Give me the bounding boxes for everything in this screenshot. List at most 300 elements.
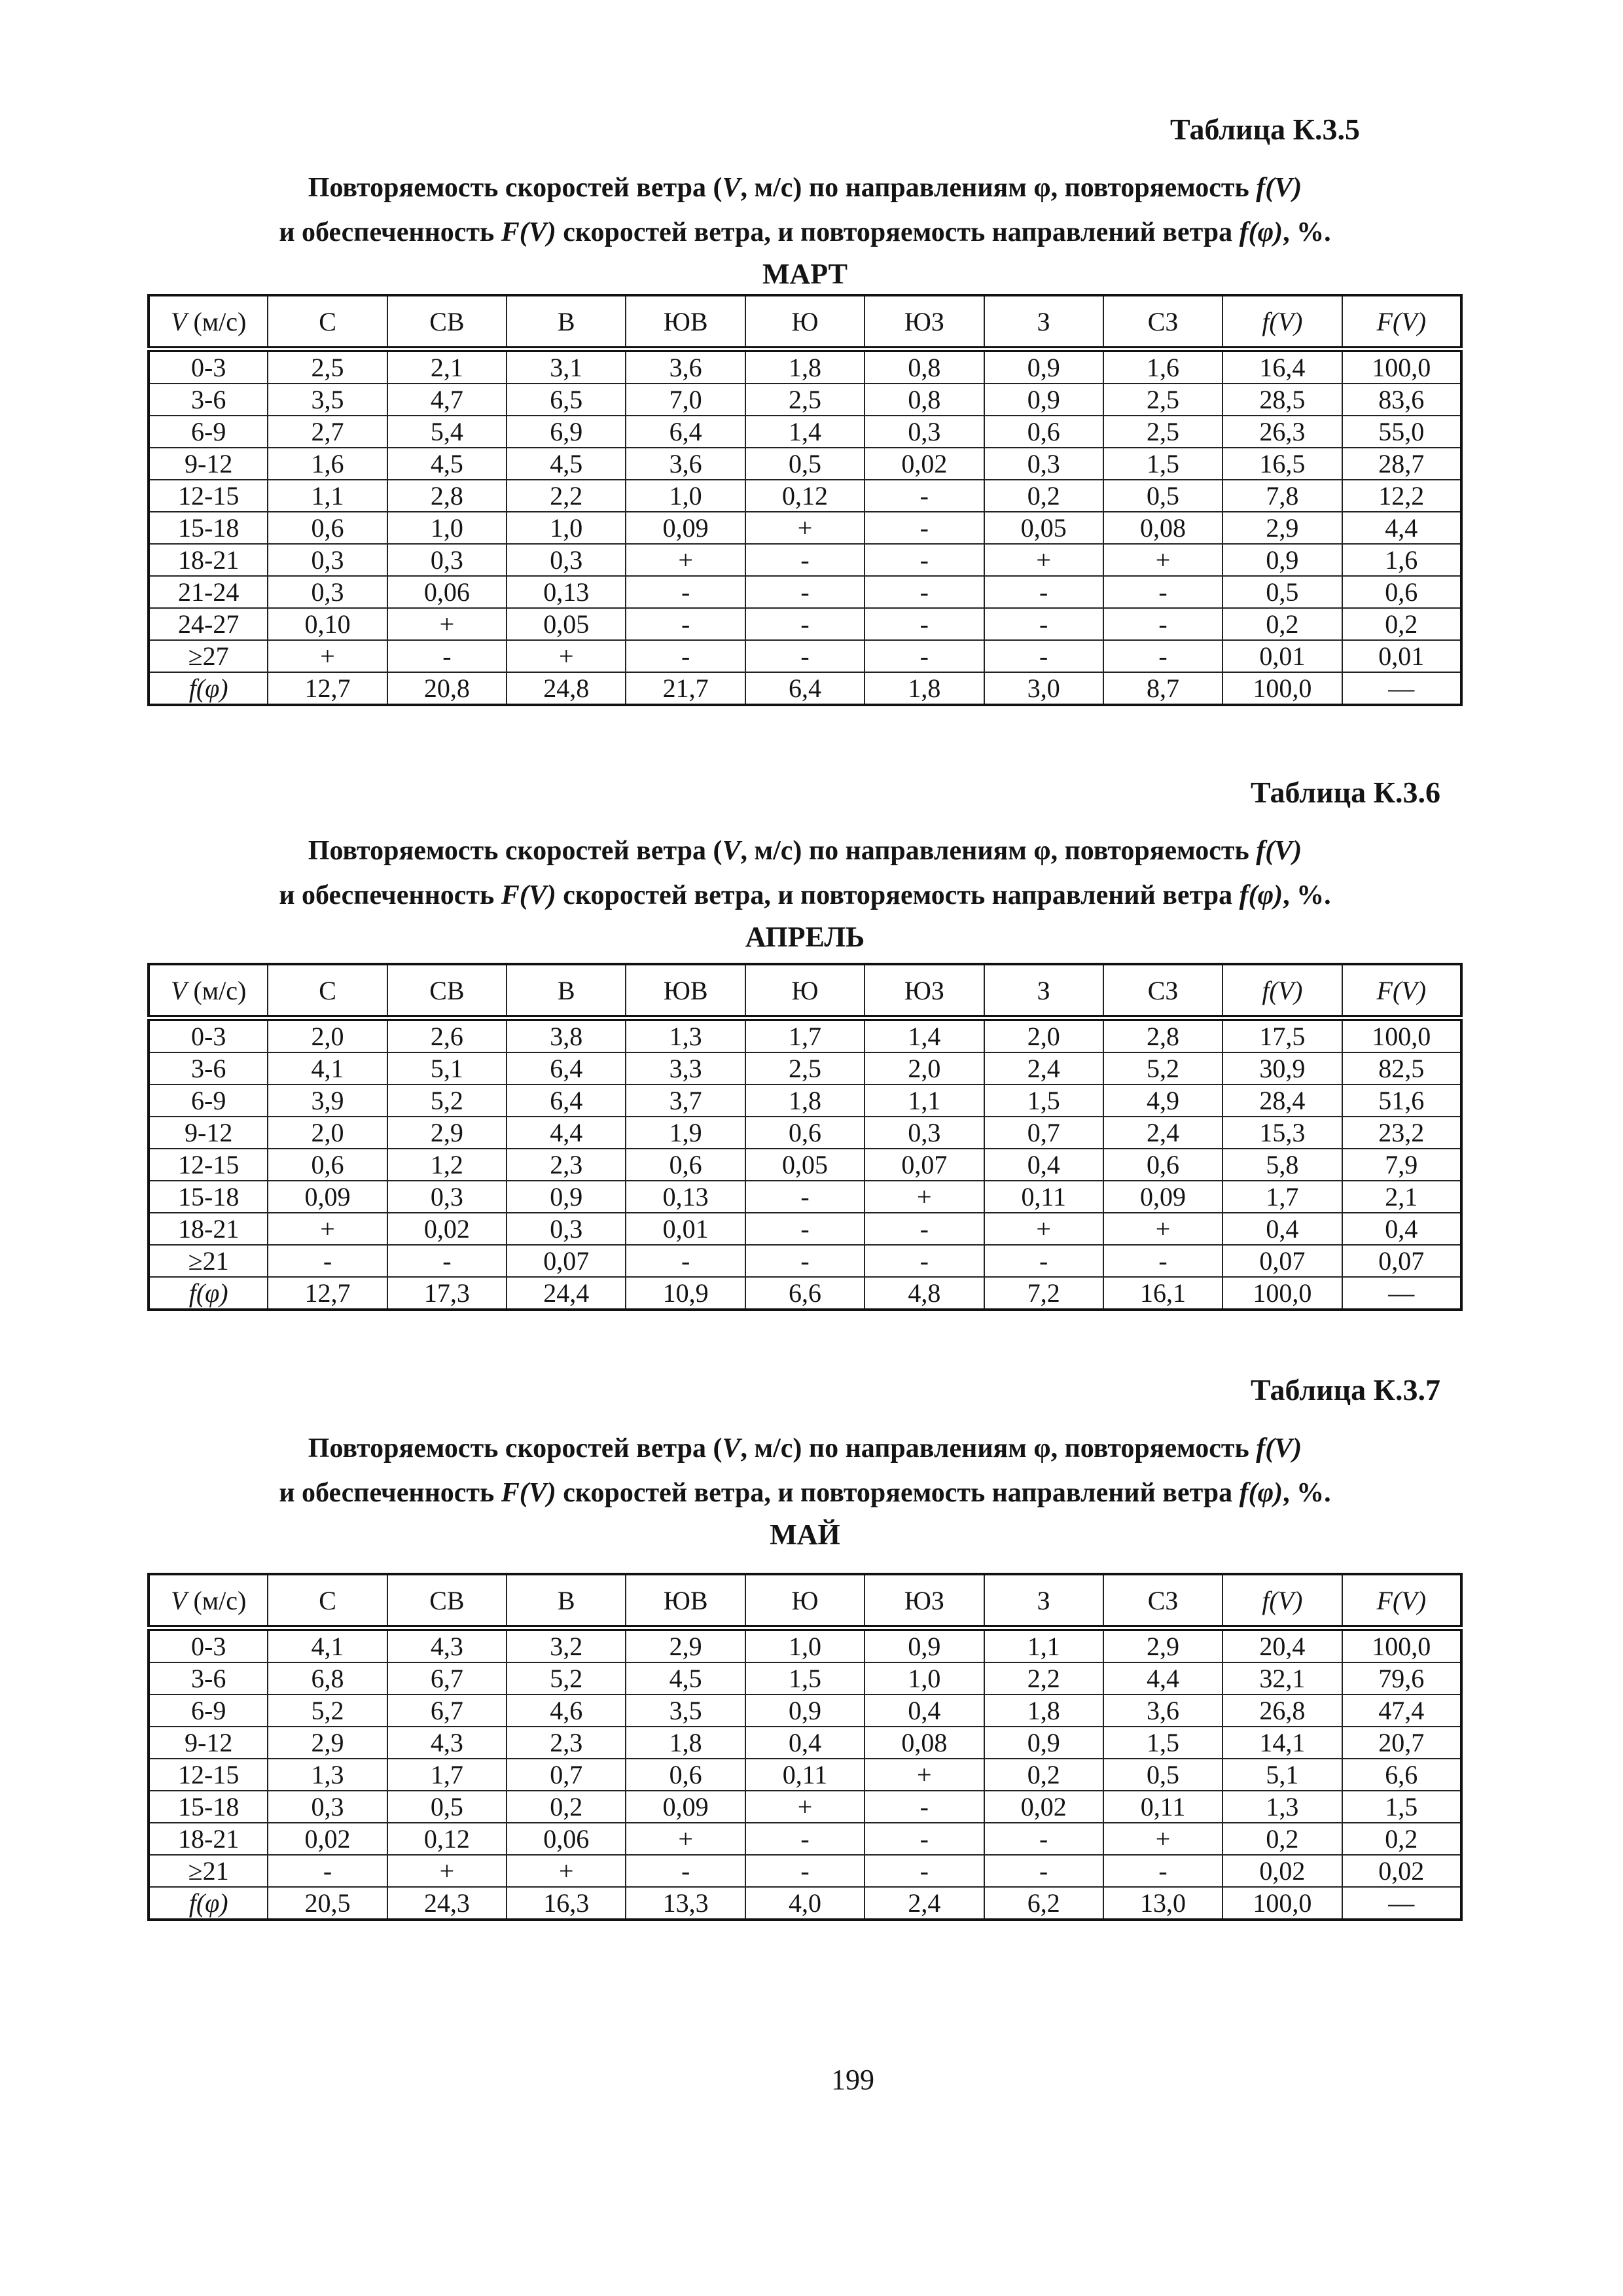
cell-dir-sw: - [865,1245,984,1277]
cell-probability-FV: 100,0 [1342,1628,1461,1663]
header-probability-FV: F(V) [1342,1574,1461,1628]
cell-dir-n: 1,3 [268,1759,387,1791]
cell-dir-e: + [507,1855,626,1887]
row-label: 18-21 [149,1213,268,1245]
cell-dir-nw: 16,1 [1103,1277,1222,1310]
cell-probability-FV: — [1342,1887,1461,1920]
heading-text: скоростей ветра, и повторяемость направлений ветра [556,880,1240,910]
header-row [149,964,1461,1018]
header-dir-sw: ЮЗ [865,964,984,1018]
cell-frequency-fv: 5,1 [1222,1759,1342,1791]
cell-dir-e: 24,8 [507,672,626,705]
cell-dir-nw: 1,6 [1103,350,1222,384]
cell-dir-e: 5,2 [507,1662,626,1695]
header-dir-s: Ю [745,295,865,350]
cell-dir-w: 0,9 [984,384,1103,416]
cell-dir-sw: 0,08 [865,1727,984,1759]
cell-dir-n: 3,5 [268,384,387,416]
cell-dir-se: 0,6 [626,1759,745,1791]
cell-dir-e: 0,7 [507,1759,626,1791]
row-label: 0-3 [149,1628,268,1663]
direction-frequency-row [149,1887,1461,1920]
cell-dir-s: 6,4 [745,672,865,705]
cell-dir-se: - [626,1245,745,1277]
cell-dir-w: - [984,1823,1103,1855]
cell-dir-nw: - [1103,1245,1222,1277]
cell-dir-sw: 4,8 [865,1277,984,1310]
row-label: ≥21 [149,1245,268,1277]
table-row [149,1759,1461,1791]
cell-frequency-fv: 30,9 [1222,1052,1342,1085]
cell-frequency-fv: 26,3 [1222,416,1342,448]
header-dir-w: З [984,1574,1103,1628]
cell-dir-w: - [984,576,1103,608]
cell-frequency-fv: 28,4 [1222,1085,1342,1117]
cell-frequency-fv: 15,3 [1222,1117,1342,1149]
cell-dir-nw: + [1103,544,1222,576]
cell-dir-se: - [626,640,745,672]
cell-dir-ne: 6,7 [387,1662,507,1695]
row-label: 0-3 [149,1018,268,1053]
cell-dir-sw: 2,4 [865,1887,984,1920]
row-label: f(φ) [149,1887,268,1920]
cell-frequency-fv: 0,01 [1222,640,1342,672]
header-dir-w: З [984,295,1103,350]
cell-dir-se: 3,6 [626,448,745,480]
cell-dir-nw: 0,6 [1103,1149,1222,1181]
cell-frequency-fv: 28,5 [1222,384,1342,416]
row-label: 12-15 [149,1759,268,1791]
row-label: 9-12 [149,1117,268,1149]
table-host [147,963,1463,1311]
cell-dir-w: 1,1 [984,1628,1103,1663]
cell-dir-nw: 13,0 [1103,1887,1222,1920]
cell-dir-w: + [984,544,1103,576]
cell-dir-nw: 1,5 [1103,1727,1222,1759]
cell-probability-FV: 23,2 [1342,1117,1461,1149]
cell-dir-sw: 0,07 [865,1149,984,1181]
cell-probability-FV: 0,2 [1342,608,1461,640]
table-row [149,1628,1461,1663]
cell-dir-ne: 5,1 [387,1052,507,1085]
row-label: 9-12 [149,1727,268,1759]
cell-dir-ne: 0,06 [387,576,507,608]
cell-dir-n: 2,0 [268,1018,387,1053]
header-speed-symbol: V [171,975,187,1005]
cell-dir-w: - [984,640,1103,672]
table-row [149,1052,1461,1085]
cell-dir-sw: + [865,1759,984,1791]
cell-dir-nw: 4,9 [1103,1085,1222,1117]
cell-dir-n: 5,2 [268,1695,387,1727]
cell-dir-ne: 4,3 [387,1628,507,1663]
cell-probability-FV: 7,9 [1342,1149,1461,1181]
table-row [149,1695,1461,1727]
row-label: 3-6 [149,1662,268,1695]
row-label: 6-9 [149,1695,268,1727]
cell-dir-ne: 2,8 [387,480,507,512]
cell-dir-se: 7,0 [626,384,745,416]
cell-probability-FV: — [1342,1277,1461,1310]
cell-dir-n: 0,3 [268,1791,387,1823]
cell-dir-nw: 8,7 [1103,672,1222,705]
cell-dir-sw: 0,8 [865,384,984,416]
cell-frequency-fv: 1,3 [1222,1791,1342,1823]
cell-probability-FV: 4,4 [1342,512,1461,544]
heading-text: Повторяемость скоростей ветра ( [308,1433,722,1463]
row-label: ≥27 [149,640,268,672]
cell-dir-n: 0,6 [268,1149,387,1181]
cell-dir-sw: 0,8 [865,350,984,384]
cell-probability-FV: 100,0 [1342,350,1461,384]
cell-dir-w: 1,8 [984,1695,1103,1727]
heading-line-2 [147,873,1463,918]
row-label: 3-6 [149,384,268,416]
cell-dir-sw: 1,8 [865,672,984,705]
heading-symbol: V [722,173,741,203]
cell-dir-s: - [745,1823,865,1855]
direction-frequency-row [149,1277,1461,1310]
table-row [149,448,1461,480]
cell-dir-sw: - [865,1823,984,1855]
header-dir-s: Ю [745,1574,865,1628]
header-speed-symbol: V [171,1585,187,1615]
cell-dir-s: - [745,1181,865,1213]
cell-dir-ne: 0,02 [387,1213,507,1245]
cell-frequency-fv: 0,9 [1222,544,1342,576]
cell-frequency-fv: 26,8 [1222,1695,1342,1727]
cell-dir-sw: - [865,1213,984,1245]
heading-text: Повторяемость скоростей ветра ( [308,836,722,866]
cell-dir-nw: + [1103,1823,1222,1855]
cell-dir-n: 2,9 [268,1727,387,1759]
cell-dir-sw: 0,9 [865,1628,984,1663]
header-dir-se: ЮВ [626,964,745,1018]
heading-line-1 [147,166,1463,210]
cell-dir-w: 0,05 [984,512,1103,544]
cell-dir-w: 2,2 [984,1662,1103,1695]
cell-dir-ne: 2,1 [387,350,507,384]
table-row [149,1181,1461,1213]
cell-dir-s: + [745,512,865,544]
cell-dir-ne: 5,2 [387,1085,507,1117]
cell-dir-sw: - [865,576,984,608]
cell-dir-s: - [745,608,865,640]
cell-dir-se: 21,7 [626,672,745,705]
cell-probability-FV: 20,7 [1342,1727,1461,1759]
header-speed-symbol: V [171,306,187,336]
cell-dir-e: 0,9 [507,1181,626,1213]
cell-dir-ne: 5,4 [387,416,507,448]
cell-dir-n: 0,3 [268,544,387,576]
cell-dir-n: + [268,1213,387,1245]
cell-dir-ne: 17,3 [387,1277,507,1310]
cell-dir-ne: + [387,608,507,640]
cell-dir-n: 20,5 [268,1887,387,1920]
cell-probability-FV: 2,1 [1342,1181,1461,1213]
cell-dir-s: 0,11 [745,1759,865,1791]
table-row [149,1149,1461,1181]
cell-frequency-fv: 1,7 [1222,1181,1342,1213]
cell-dir-sw: 1,0 [865,1662,984,1695]
header-speed-unit: (м/с) [193,306,247,336]
cell-dir-se: 6,4 [626,416,745,448]
cell-dir-se: + [626,1823,745,1855]
row-label: 9-12 [149,448,268,480]
cell-dir-nw: 0,09 [1103,1181,1222,1213]
cell-dir-sw: - [865,608,984,640]
cell-dir-n: 1,6 [268,448,387,480]
cell-dir-se: 0,6 [626,1149,745,1181]
cell-dir-se: 4,5 [626,1662,745,1695]
cell-dir-n: 4,1 [268,1052,387,1085]
cell-dir-s: 0,4 [745,1727,865,1759]
cell-dir-s: 1,0 [745,1628,865,1663]
table-row [149,1213,1461,1245]
heading-line-2 [147,1471,1463,1515]
cell-dir-sw: - [865,640,984,672]
cell-dir-nw: 2,5 [1103,416,1222,448]
cell-dir-sw: 2,0 [865,1052,984,1085]
cell-dir-s: 6,6 [745,1277,865,1310]
table-row [149,480,1461,512]
cell-dir-e: + [507,640,626,672]
header-speed [149,295,268,350]
heading-text: и обеспеченность [279,880,501,910]
cell-dir-s: - [745,640,865,672]
month-title: АПРЕЛЬ [745,921,865,953]
cell-dir-sw: - [865,544,984,576]
heading-text: , %. [1283,217,1331,247]
cell-dir-w: - [984,1855,1103,1887]
cell-dir-sw: + [865,1181,984,1213]
cell-dir-n: - [268,1855,387,1887]
cell-dir-se: 1,0 [626,480,745,512]
row-label: f(φ) [149,1277,268,1310]
cell-dir-sw: 1,4 [865,1018,984,1053]
cell-dir-ne: 1,2 [387,1149,507,1181]
header-dir-se: ЮВ [626,1574,745,1628]
cell-dir-w: 6,2 [984,1887,1103,1920]
heading-symbol: f(φ) [1239,880,1283,910]
cell-dir-s: - [745,544,865,576]
cell-frequency-fv: 100,0 [1222,1277,1342,1310]
cell-dir-s: 0,12 [745,480,865,512]
cell-dir-s: + [745,1791,865,1823]
cell-dir-e: 4,6 [507,1695,626,1727]
cell-frequency-fv: 7,8 [1222,480,1342,512]
cell-dir-ne: 6,7 [387,1695,507,1727]
header-dir-sw: ЮЗ [865,295,984,350]
cell-dir-e: 0,3 [507,544,626,576]
heading-symbol: V [722,836,741,866]
heading-symbol: V [722,1433,741,1463]
wind-speed-table [147,294,1463,706]
cell-dir-ne: 4,3 [387,1727,507,1759]
header-dir-nw: СЗ [1103,964,1222,1018]
cell-dir-ne: 1,0 [387,512,507,544]
cell-dir-w: 3,0 [984,672,1103,705]
row-label: 15-18 [149,512,268,544]
heading-text: скоростей ветра, и повторяемость направлений ветра [556,1478,1240,1508]
header-dir-ne: СВ [387,295,507,350]
cell-dir-sw: 0,02 [865,448,984,480]
cell-dir-n: 1,1 [268,480,387,512]
cell-dir-w: - [984,608,1103,640]
cell-probability-FV: 47,4 [1342,1695,1461,1727]
table-host [147,1573,1463,1921]
cell-dir-e: 6,9 [507,416,626,448]
cell-dir-s: 1,7 [745,1018,865,1053]
table-row [149,1791,1461,1823]
table-row [149,1823,1461,1855]
heading-symbol: f(V) [1256,836,1302,866]
cell-dir-se: 2,9 [626,1628,745,1663]
cell-dir-e: 2,3 [507,1727,626,1759]
cell-frequency-fv: 100,0 [1222,672,1342,705]
page-number: 199 [831,2064,874,2096]
cell-dir-e: 1,0 [507,512,626,544]
cell-frequency-fv: 0,5 [1222,576,1342,608]
cell-dir-nw: + [1103,1213,1222,1245]
cell-dir-e: 0,06 [507,1823,626,1855]
row-label: 0-3 [149,350,268,384]
cell-dir-nw: 5,2 [1103,1052,1222,1085]
row-label: 3-6 [149,1052,268,1085]
cell-dir-nw: 2,5 [1103,384,1222,416]
header-dir-n: С [268,1574,387,1628]
header-dir-ne: СВ [387,964,507,1018]
cell-dir-se: 1,8 [626,1727,745,1759]
cell-dir-w: 2,0 [984,1018,1103,1053]
heading-text: , м/с) по направлениям φ, повторяемость [740,1433,1257,1463]
cell-dir-sw: 1,1 [865,1085,984,1117]
header-frequency-fv: f(V) [1222,295,1342,350]
cell-dir-w: 0,2 [984,1759,1103,1791]
header-dir-se: ЮВ [626,295,745,350]
cell-dir-e: 6,4 [507,1085,626,1117]
heading-line-2 [147,210,1463,255]
header-speed-unit: (м/с) [193,1585,247,1615]
cell-dir-e: 2,3 [507,1149,626,1181]
heading-text: и обеспеченность [279,217,501,247]
table-row [149,1117,1461,1149]
wind-speed-table [147,1573,1463,1921]
header-speed [149,1574,268,1628]
cell-dir-nw: 2,4 [1103,1117,1222,1149]
cell-dir-s: 1,5 [745,1662,865,1695]
cell-dir-nw: - [1103,608,1222,640]
header-probability-FV: F(V) [1342,964,1461,1018]
cell-dir-ne: 24,3 [387,1887,507,1920]
header-dir-s: Ю [745,964,865,1018]
header-row [149,1574,1461,1628]
table-row [149,1662,1461,1695]
header-speed-unit: (м/с) [193,975,247,1005]
cell-frequency-fv: 20,4 [1222,1628,1342,1663]
cell-dir-w: 0,9 [984,1727,1103,1759]
cell-dir-se: - [626,608,745,640]
cell-dir-se: 10,9 [626,1277,745,1310]
header-dir-e: В [507,1574,626,1628]
cell-dir-n: 2,7 [268,416,387,448]
table-row [149,544,1461,576]
cell-probability-FV: 51,6 [1342,1085,1461,1117]
cell-frequency-fv: 100,0 [1222,1887,1342,1920]
cell-frequency-fv: 2,9 [1222,512,1342,544]
cell-dir-se: 1,3 [626,1018,745,1053]
cell-dir-e: 3,1 [507,350,626,384]
cell-dir-n: 0,10 [268,608,387,640]
cell-dir-e: 0,05 [507,608,626,640]
table-heading [147,1426,1463,1515]
cell-dir-w: 0,02 [984,1791,1103,1823]
table-row [149,512,1461,544]
header-speed [149,964,268,1018]
cell-dir-nw: 0,5 [1103,1759,1222,1791]
cell-dir-nw: 4,4 [1103,1662,1222,1695]
cell-dir-se: 3,6 [626,350,745,384]
cell-probability-FV: 12,2 [1342,480,1461,512]
cell-probability-FV: — [1342,672,1461,705]
cell-dir-sw: - [865,1855,984,1887]
heading-symbol: f(φ) [1239,217,1283,247]
heading-text: , м/с) по направлениям φ, повторяемость [740,173,1257,203]
cell-dir-nw: 2,9 [1103,1628,1222,1663]
row-label: 12-15 [149,1149,268,1181]
header-frequency-fv: f(V) [1222,964,1342,1018]
table-heading [147,829,1463,918]
cell-dir-w: 2,4 [984,1052,1103,1085]
cell-probability-FV: 82,5 [1342,1052,1461,1085]
cell-dir-e: 0,3 [507,1213,626,1245]
cell-probability-FV: 0,4 [1342,1213,1461,1245]
cell-dir-se: 0,09 [626,1791,745,1823]
table-row [149,350,1461,384]
table-caption: Таблица К.3.7 [1250,1373,1440,1407]
cell-probability-FV: 100,0 [1342,1018,1461,1053]
row-label: ≥21 [149,1855,268,1887]
heading-line-1 [147,829,1463,873]
cell-dir-s: 1,4 [745,416,865,448]
header-dir-n: С [268,964,387,1018]
cell-dir-e: 3,8 [507,1018,626,1053]
cell-dir-ne: 20,8 [387,672,507,705]
header-dir-w: З [984,964,1103,1018]
cell-dir-e: 6,4 [507,1052,626,1085]
table-caption: Таблица К.3.6 [1250,776,1440,809]
cell-dir-e: 3,2 [507,1628,626,1663]
heading-symbol: f(V) [1256,173,1302,203]
cell-dir-se: 3,5 [626,1695,745,1727]
cell-dir-w: 0,4 [984,1149,1103,1181]
cell-dir-s: - [745,576,865,608]
cell-dir-w: + [984,1213,1103,1245]
cell-dir-se: 0,13 [626,1181,745,1213]
cell-dir-se: 1,9 [626,1117,745,1149]
heading-symbol: F(V) [501,217,556,247]
cell-dir-n: 2,5 [268,350,387,384]
cell-dir-sw: - [865,480,984,512]
cell-dir-n: 0,3 [268,576,387,608]
direction-frequency-row [149,672,1461,705]
table-row [149,1727,1461,1759]
cell-dir-ne: 4,7 [387,384,507,416]
header-frequency-fv: f(V) [1222,1574,1342,1628]
table-row [149,1855,1461,1887]
cell-dir-s: 0,5 [745,448,865,480]
cell-dir-sw: 0,3 [865,416,984,448]
